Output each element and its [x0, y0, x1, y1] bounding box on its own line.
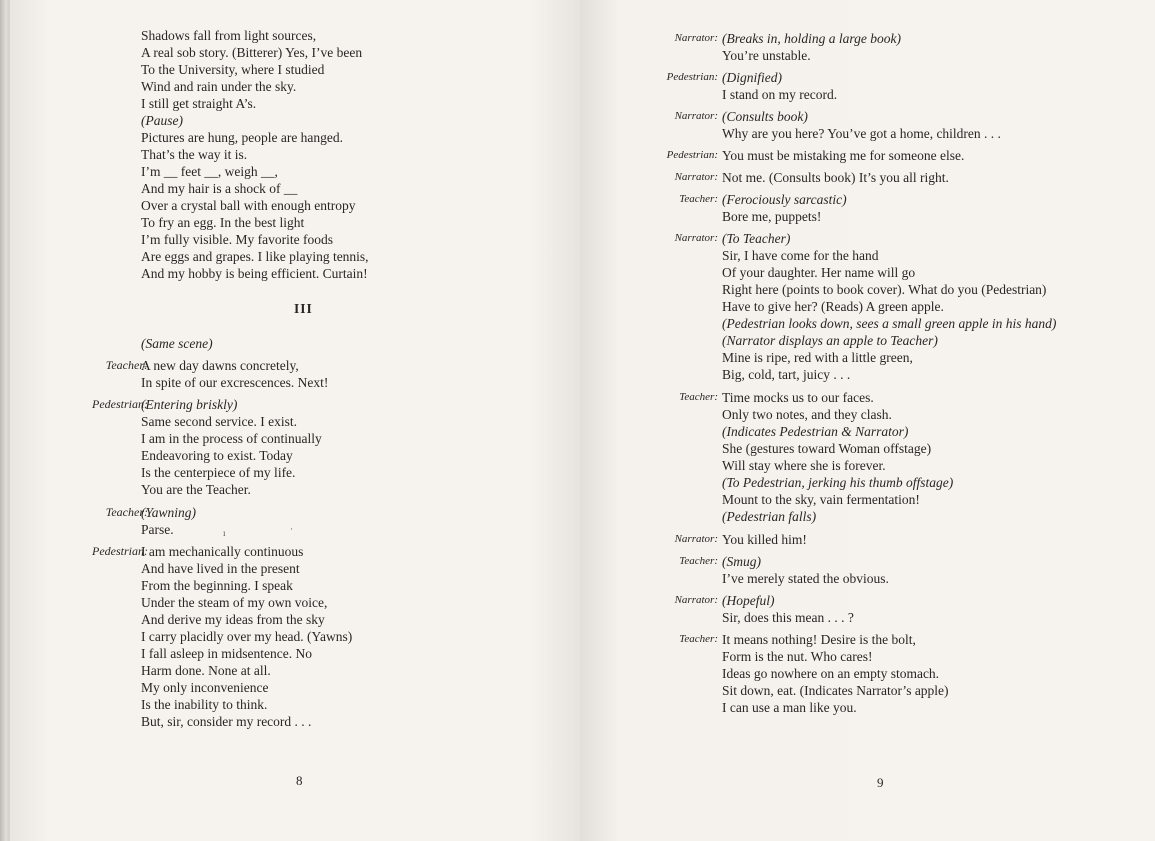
dialogue-line: Of your daughter. Her name will go	[722, 265, 916, 280]
dialogue-line: Big, cold, tart, juicy . . .	[722, 367, 851, 382]
stage-direction-text: (Same scene)	[141, 336, 213, 351]
dialogue-line: (Consults book)	[722, 109, 808, 124]
dialogue-line: I carry placidly over my head. (Yawns)	[141, 629, 353, 644]
verse-line: To the University, where I studied	[141, 62, 325, 77]
speaker-label: Narrator:	[674, 171, 718, 183]
speaker-label: Pedestrian:	[666, 149, 718, 161]
dialogue-line: (To Pedestrian, jerking his thumb offstage)	[722, 475, 954, 490]
speech	[722, 108, 1001, 142]
dialogue-line: (Yawning)	[141, 505, 197, 520]
dialogue-line: (To Teacher)	[722, 231, 791, 246]
verse-line: I’m __ feet __, weigh __,	[141, 164, 278, 179]
dialogue-line: You’re unstable.	[722, 48, 811, 63]
dialogue-line: I am mechanically continuous	[141, 544, 304, 559]
dialogue-line: Is the centerpiece of my life.	[141, 465, 296, 480]
speech	[141, 396, 322, 498]
dialogue-line: You are the Teacher.	[141, 482, 251, 497]
speaker-label: Narrator:	[674, 232, 718, 244]
dialogue-line: Time mocks us to our faces.	[722, 390, 874, 405]
dialogue-line: (Indicates Pedestrian & Narrator)	[722, 424, 909, 439]
dialogue-line: Will stay where she is forever.	[722, 458, 886, 473]
dialogue-line: A new day dawns concretely,	[141, 358, 299, 373]
dialogue-line: But, sir, consider my record . . .	[141, 714, 312, 729]
speech	[722, 147, 964, 164]
dialogue-line: Mount to the sky, vain fermentation!	[722, 492, 920, 507]
speaker-label: Narrator:	[674, 533, 718, 545]
dialogue-line: You killed him!	[722, 532, 807, 547]
verse-line: Are eggs and grapes. I like playing tennis,	[141, 249, 369, 264]
dialogue-line: (Narrator displays an apple to Teacher)	[722, 333, 938, 348]
speaker-label: Pedestrian:	[92, 397, 148, 411]
dialogue-line: (Entering briskly)	[141, 397, 238, 412]
verse-line: I’m fully visible. My favorite foods	[141, 232, 333, 247]
speaker-label: Teacher:	[679, 555, 718, 567]
dialogue-line: Sir, I have come for the hand	[722, 248, 879, 263]
speech	[141, 504, 196, 538]
verse-line: Pictures are hung, people are hanged.	[141, 130, 344, 145]
verse-line: And my hair is a shock of __	[141, 181, 298, 196]
dialogue-line: From the beginning. I speak	[141, 578, 293, 593]
speech	[722, 389, 953, 525]
stray-ink-mark: ·	[290, 524, 293, 534]
dialogue-line: Bore me, puppets!	[722, 209, 822, 224]
dialogue-line: (Hopeful)	[722, 593, 775, 608]
verse-line: A real sob story. (Bitterer) Yes, I’ve been	[141, 45, 363, 60]
dialogue-line: She (gestures toward Woman offstage)	[722, 441, 932, 456]
dialogue-line: I can use a man like you.	[722, 700, 857, 715]
dialogue-line: Same second service. I exist.	[141, 414, 297, 429]
verse-line: That’s the way it is.	[141, 147, 248, 162]
dialogue-line: Harm done. None at all.	[141, 663, 271, 678]
dialogue-line: Under the steam of my own voice,	[141, 595, 328, 610]
dialogue-line: Is the inability to think.	[141, 697, 268, 712]
dialogue-line: Form is the nut. Who cares!	[722, 649, 873, 664]
dialogue-line: (Smug)	[722, 554, 761, 569]
dialogue-line: Sit down, eat. (Indicates Narrator’s apple)	[722, 683, 949, 698]
verse-line: Wind and rain under the sky.	[141, 79, 297, 94]
dialogue-line: You must be mistaking me for someone else.	[722, 148, 965, 163]
speaker-label: Teacher:	[679, 633, 718, 645]
dialogue-line: Not me. (Consults book) It’s you all right.	[722, 170, 949, 185]
dialogue-line: (Breaks in, holding a large book)	[722, 31, 901, 46]
dialogue-line: (Pedestrian looks down, sees a small green apple in his hand)	[722, 316, 1057, 331]
dialogue-line: (Ferociously sarcastic)	[722, 192, 847, 207]
dialogue-line: And have lived in the present	[141, 561, 300, 576]
speech	[722, 531, 807, 548]
verse-line: And my hobby is being efficient. Curtain!	[141, 266, 368, 281]
dialogue-line: It means nothing! Desire is the bolt,	[722, 632, 916, 647]
page-number: 9	[877, 775, 884, 790]
speaker-label: Teacher:	[105, 505, 148, 519]
speaker-label: Pedestrian:	[92, 544, 148, 558]
speech	[722, 69, 837, 103]
speech	[722, 30, 901, 64]
dialogue-line: I fall asleep in midsentence. No	[141, 646, 312, 661]
speech	[141, 543, 352, 730]
speech	[722, 230, 1056, 383]
speaker-label: Teacher:	[679, 391, 718, 403]
dialogue-line: Sir, does this mean . . . ?	[722, 610, 854, 625]
act-heading: III	[294, 301, 313, 316]
speaker-label: Narrator:	[674, 32, 718, 44]
speech	[722, 191, 847, 225]
speech	[141, 357, 328, 391]
verse-line: To fry an egg. In the best light	[141, 215, 305, 230]
verse-line: (Pause)	[141, 113, 183, 128]
speech	[722, 631, 949, 716]
speaker-label: Narrator:	[674, 594, 718, 606]
dialogue-line: In spite of our excrescences. Next!	[141, 375, 329, 390]
speaker-label: Teacher:	[679, 193, 718, 205]
speaker-label: Narrator:	[674, 110, 718, 122]
speaker-label: Pedestrian:	[666, 71, 718, 83]
left-page	[10, 0, 580, 841]
speech	[722, 553, 889, 587]
speaker-label: Teacher:	[105, 358, 148, 372]
dialogue-line: Have to give her? (Reads) A green apple.	[722, 299, 944, 314]
dialogue-line: Endeavoring to exist. Today	[141, 448, 293, 463]
dialogue-line: (Pedestrian falls)	[722, 509, 817, 524]
speech	[722, 592, 854, 626]
verse-line: Shadows fall from light sources,	[141, 28, 317, 43]
dialogue-line: I’ve merely stated the obvious.	[722, 571, 889, 586]
dialogue-line: Parse.	[141, 522, 174, 537]
dialogue-line: Only two notes, and they clash.	[722, 407, 892, 422]
opening-lines	[141, 27, 369, 282]
dialogue-line: I am in the process of continually	[141, 431, 322, 446]
dialogue-line: Ideas go nowhere on an empty stomach.	[722, 666, 940, 681]
page-number: 8	[296, 773, 303, 788]
verse-line: I still get straight A’s.	[141, 96, 257, 111]
dialogue-line: (Dignified)	[722, 70, 782, 85]
dialogue-line: My only inconvenience	[141, 680, 269, 695]
speech	[722, 169, 949, 186]
dialogue-line: Why are you here? You’ve got a home, children . . .	[722, 126, 1001, 141]
stage-direction	[141, 335, 213, 352]
dialogue-line: And derive my ideas from the sky	[141, 612, 325, 627]
verse-line: Over a crystal ball with enough entropy	[141, 198, 356, 213]
dialogue-line: Mine is ripe, red with a little green,	[722, 350, 913, 365]
stray-ink-mark: ı	[223, 528, 226, 538]
dialogue-line: I stand on my record.	[722, 87, 838, 102]
right-page	[580, 0, 1155, 841]
dialogue-line: Right here (points to book cover). What do you (Pedestrian)	[722, 282, 1047, 297]
